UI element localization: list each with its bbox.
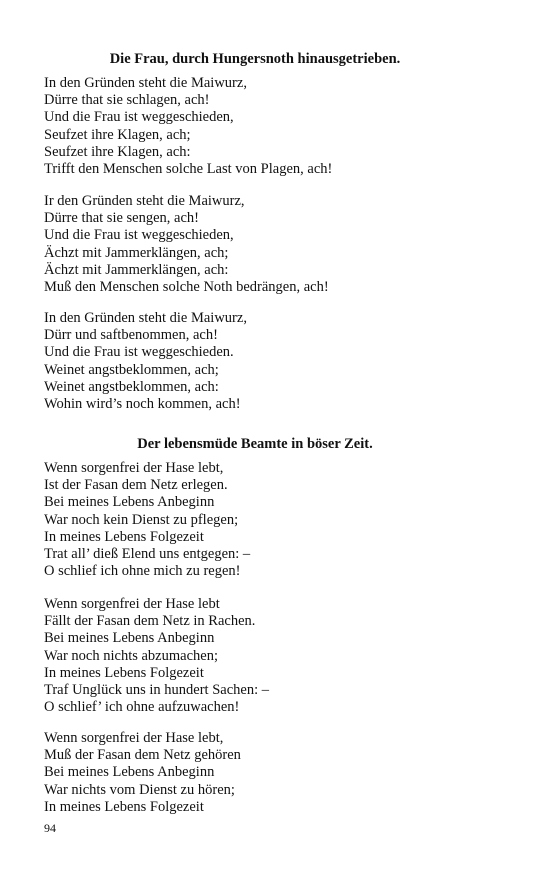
verse-line: Muß der Fasan dem Netz gehören bbox=[44, 747, 241, 764]
verse-line: Weinet angstbeklommen, ach: bbox=[44, 378, 219, 395]
verse-line: Ist der Fasan dem Netz erlegen. bbox=[44, 477, 228, 494]
verse-line: Bei meines Lebens Anbeginn bbox=[44, 630, 215, 647]
verse-line: Dürre that sie schlagen, ach! bbox=[44, 92, 210, 109]
stanza bbox=[44, 193, 329, 296]
poem-title: Der lebensmüde Beamte in böser Zeit. bbox=[137, 436, 373, 452]
verse-line: Seufzet ihre Klagen, ach; bbox=[44, 126, 191, 143]
verse-line: Trifft den Menschen solche Last von Plagen, ach! bbox=[44, 161, 333, 178]
verse-line: In meines Lebens Folgezeit bbox=[44, 664, 204, 681]
verse-line: Wohin wird’s noch kommen, ach! bbox=[44, 396, 241, 413]
verse-line: War noch nichts abzumachen; bbox=[44, 647, 218, 664]
stanza bbox=[44, 75, 332, 178]
verse-line: Dürre that sie sengen, ach! bbox=[44, 210, 200, 227]
page-number: 94 bbox=[44, 821, 56, 835]
poem-title: Die Frau, durch Hungersnoth hinausgetrieben. bbox=[109, 51, 401, 67]
stanza bbox=[44, 460, 250, 580]
verse-line: O schlief ich ohne mich zu regen! bbox=[44, 563, 241, 580]
verse-line: War noch kein Dienst zu pflegen; bbox=[44, 511, 239, 528]
verse-line: Seufzet ihre Klagen, ach: bbox=[44, 143, 191, 160]
verse-line: Ächzt mit Jammerklängen, ach: bbox=[44, 261, 229, 278]
verse-line: Bei meines Lebens Anbeginn bbox=[44, 764, 215, 781]
verse-line: Und die Frau ist weggeschieden, bbox=[44, 227, 234, 244]
verse-line: Ir den Gründen steht die Maiwurz, bbox=[44, 193, 245, 209]
verse-line: Und die Frau ist weggeschieden, bbox=[44, 109, 234, 126]
verse-line: Weinet angstbeklommen, ach; bbox=[44, 361, 219, 378]
verse-line: Wenn sorgenfrei der Hase lebt bbox=[44, 596, 220, 612]
verse-line: War nichts vom Dienst zu hören; bbox=[44, 781, 235, 798]
verse-line: Fällt der Fasan dem Netz in Rachen. bbox=[44, 613, 256, 630]
verse-line: Und die Frau ist weggeschieden. bbox=[44, 344, 234, 361]
verse-line: Traf Unglück uns in hundert Sachen: – bbox=[44, 682, 269, 699]
verse-line: In meines Lebens Folgezeit bbox=[44, 798, 204, 815]
verse-line: Wenn sorgenfrei der Hase lebt, bbox=[44, 730, 224, 746]
verse-line: Trat all’ dieß Elend uns entgegen: – bbox=[44, 546, 251, 563]
verse-line: Muß den Menschen solche Noth bedrängen, ach! bbox=[44, 279, 329, 296]
verse-line: In den Gründen steht die Maiwurz, bbox=[44, 75, 247, 91]
stanza bbox=[44, 310, 247, 413]
verse-line: Ächzt mit Jammerklängen, ach; bbox=[44, 244, 229, 261]
verse-line: Wenn sorgenfrei der Hase lebt, bbox=[44, 460, 224, 476]
stanza bbox=[44, 730, 241, 816]
verse-line: Bei meines Lebens Anbeginn bbox=[44, 494, 215, 511]
stanza bbox=[44, 596, 269, 716]
verse-line: In den Gründen steht die Maiwurz, bbox=[44, 310, 247, 326]
verse-line: Dürr und saftbenommen, ach! bbox=[44, 327, 218, 344]
verse-line: O schlief’ ich ohne aufzuwachen! bbox=[44, 699, 240, 716]
verse-line: In meines Lebens Folgezeit bbox=[44, 528, 204, 545]
